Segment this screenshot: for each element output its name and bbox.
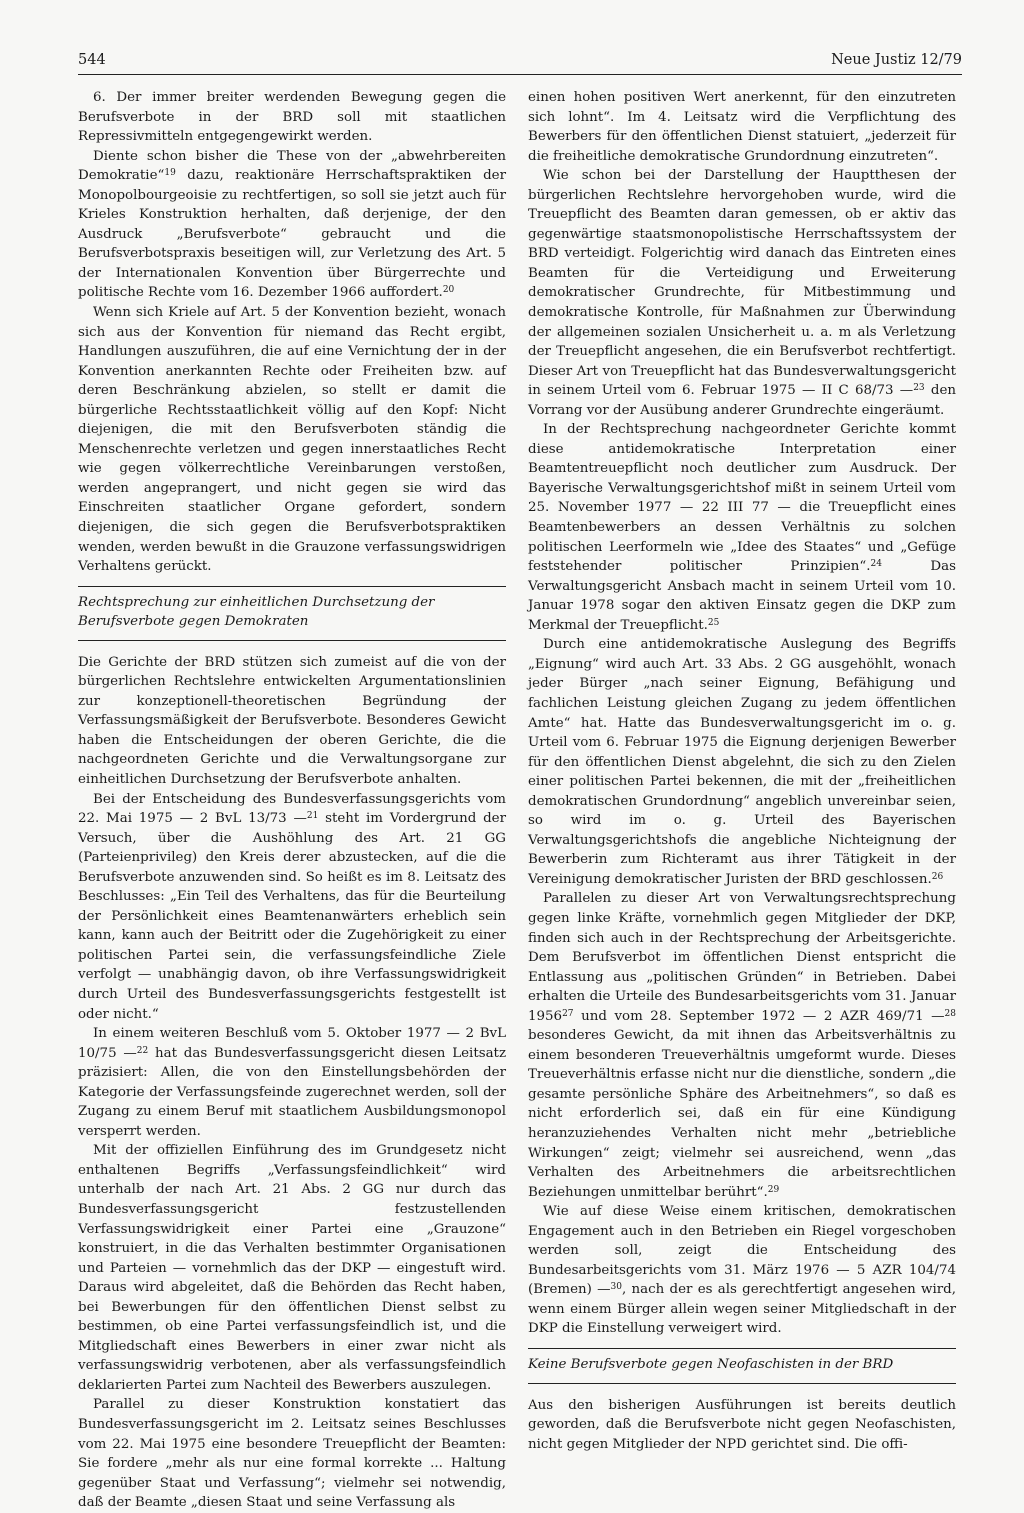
paragraph	[528, 420, 956, 635]
paragraph: Die Gerichte der BRD stützen sich zumeist auf die von der bürgerlichen Rechtslehre entwickelten Argumentationslinien zur konzeptionell-theoretischen Begründung der Verfassungsmäßigkeit der Berufsverbote. Besonderes Gewicht haben die Entscheidungen der oberen Gerichte, die die nachgeordneten Gerichte und die Verwaltungsorgane zur einheitlichen Durchsetzung der Berufsverbote anhalten.	[78, 654, 506, 787]
footnote-ref: 27	[562, 1008, 574, 1019]
footnote-ref: 30	[610, 1282, 622, 1293]
paragraph	[78, 147, 506, 303]
paragraph-text: In der Rechtsprechung nachgeordneter Gerichte kommt diese antidemokratische Interpretation einer Beamtentreuepflicht noch deutlicher zum Ausdruck. Der Bayerische Verwaltungsgerichtshof mißt in seinem Urteil vom 25. November 1977 — 22 III 77 — die Treuepflicht eines Beamtenbewerbers an dessen Verhältnis zu solchen politischen Leerformeln wie „Idee des Staates“ und „Gefüge feststehender politischer Prinzipien“.	[528, 422, 956, 575]
paragraph-text: Diente schon bisher die These von der „abwehrbereiten Demokratie“	[78, 148, 506, 184]
footnote-ref: 23	[913, 383, 925, 394]
right-column	[528, 88, 956, 1454]
paragraph	[528, 1202, 956, 1339]
footnote-ref: 26	[931, 871, 944, 882]
paragraph: Parallel zu dieser Konstruktion konstatiert das Bundesverfassungsgericht im 2. Leitsatz seines Beschlusses vom 22. Mai 1975 eine besondere Treuepflicht der Beamten: Sie fordere „mehr als nur eine formal korrekte ... Haltung gegenüber Staat und Verfassung“; vielmehr sei notwendig, daß der Beamte „diesen Staat und seine Verfassung als	[78, 1397, 506, 1511]
section-heading: Rechtsprechung zur einheitlichen Durchsetzung der Berufsverbote gegen Demokraten	[78, 594, 435, 630]
footnote-ref: 29	[767, 1184, 780, 1195]
footnote-ref: 22	[136, 1045, 149, 1056]
paragraph-text: den Vorrang vor der Ausübung anderer Grundrechte eingeräumt.	[528, 383, 956, 418]
paragraph: 6. Der immer breiter werdenden Bewegung gegen die Berufsverbote in der BRD soll mit staatlichen Repressivmitteln entgegengewirkt werden.	[78, 90, 506, 145]
paragraph: Aus den bisherigen Ausführungen ist bereits deutlich geworden, daß die Berufsverbote nicht gegen Neofaschisten, nicht gegen Mitglieder der NPD gerichtet sind. Die offi-	[528, 1397, 956, 1452]
paragraph-text: In einem weiteren Beschluß vom 5. Oktober 1977 — 2 BvL 10/75 —	[78, 1026, 506, 1061]
paragraph-text: Durch eine antidemokratische Auslegung des Begriffs „Eignung“ wird auch Art. 33 Abs. 2 GG ausgehöhlt, wonach jeder Bürger „nach seiner Eignung, Befähigung und fachlichen Leistung gleichen Zugang zu jedem öffentlichen Amte“ hat. Hatte das Bundesverwaltungsgericht im o. g. Urteil vom 6. Februar 1975 die Eignung derjenigen Bewerber für den öffentlichen Dienst abgelehnt, die sich zu den Zielen einer politischen Partei bekennen, die mit der „freiheitlichen demokratischen Grundordnung“ angeblich unvereinbar seien, so wird im o. g. Urteil des Bayerischen Verwaltungsgerichtshofs die angebliche Nichteignung der Bewerberin zum Richteramt aus ihrer Tätigkeit in der Vereinigung demokratischer Juristen der BRD geschlossen.	[528, 637, 956, 887]
footnote-ref: 21	[306, 811, 319, 822]
paragraph-text: Das Verwaltungsgericht Ansbach macht in seinem Urteil vom 10. Januar 1978 sogar den aktiven Einsatz gegen die DKP zum Merkmal der Treuepflicht.	[528, 559, 956, 633]
paragraph: Wenn sich Kriele auf Art. 5 der Konvention bezieht, wonach sich aus der Konvention für niemand das Recht ergibt, Handlungen auszuführen, die auf eine Vernichtung der in der Konvention anerkannten Rechte oder Freiheiten bzw. auf deren Beschränkung abzielen, so stellt er damit die bürgerliche Rechtsstaatlichkeit völlig auf den Kopf: Nicht diejenigen, die mit den Berufsverboten ständig die Menschenrechte verletzen und gegen innerstaatliches Recht wie gegen völkerrechtliche Vereinbarungen verstoßen, werden angeprangert, und nicht gegen sie wird das Einschreiten staatlicher Organe gefordert, sondern diejenigen, die sich gegen die Berufsverbotspraktiken wenden, werden bewußt in die Grauzone verfassungswidrigen Verhaltens gerückt.	[78, 305, 506, 575]
footnote-ref: 28	[944, 1008, 956, 1019]
page-header	[78, 52, 962, 75]
paragraph	[528, 889, 956, 1202]
section-heading-box	[528, 1348, 956, 1384]
paragraph-text: Parallelen zu dieser Art von Verwaltungsrechtsprechung gegen linke Kräfte, vornehmlich gegen Mitglieder der DKP, finden sich auch in der Rechtsprechung der Arbeitsgerichte. Dem Berufsverbot im öffentlichen Dienst entspricht die Entlassung aus „politischen Gründen“ in Betrieben. Dabei erhalten die Urteile des Bundesarbeitsgerichts vom 31. Januar 1956	[528, 891, 956, 1024]
paragraph: Mit der offiziellen Einführung des im Grundgesetz nicht enthaltenen Begriffs „Verfassungsfeindlichkeit“ wird unterhalb der nach Art. 21 Abs. 2 GG nur durch das Bundesverfassungsgericht festzustellenden Verfassungswidrigkeit einer Partei eine „Grauzone“ konstruiert, in die das Verhalten bestimmter Organisationen und Parteien — vornehmlich das der DKP — eingestuft wird. Daraus wird abgeleitet, daß die Behörden das Recht haben, bei Bewerbungen für den öffentlichen Dienst selbst zu bestimmen, ob eine Partei verfassungsfeindlich ist, und die Mitgliedschaft eines Bewerbers in einer zwar nicht als verfassungswidrig verbotenen, aber als verfassungsfeindlich deklarierten Partei zum Nachteil des Bewerbers auszulegen.	[78, 1143, 506, 1393]
paragraph-text: und vom 28. September 1972 — 2 AZR 469/71 —	[573, 1008, 945, 1024]
paragraph	[78, 1024, 506, 1141]
page-number: 544	[78, 52, 106, 68]
paragraph-text: Wie auf diese Weise einem kritischen, demokratischen Engagement auch in den Betrieben ein Riegel vorgeschoben werden soll, zeigt die Entscheidung des Bundesarbeitsgerichts vom 31. März 1976 — 5 AZR 104/74 (Bremen) —	[528, 1204, 956, 1298]
paragraph	[528, 635, 956, 889]
paragraph	[78, 790, 506, 1025]
section-heading-box	[78, 586, 506, 641]
left-column	[78, 88, 506, 1513]
paragraph-text: dazu, reaktionäre Herrschaftspraktiken der Monopolbourgeoisie zu rechtfertigen, so soll sie jetzt auch für Krieles Konstruktion herhalten, daß derjenige, der den Ausdruck „Berufsverbote“ gebraucht und die Berufsverbotspraxis beseitigen will, zur Verletzung des Art. 5 der Internationalen Konvention über Bürgerrechte und politische Rechte vom 16. Dezember 1966 auffordert.	[78, 168, 506, 301]
paragraph	[528, 166, 956, 420]
paragraph-text: hat das Bundesverfassungsgericht diesen Leitsatz präzisiert: Allen, die von den Einstellungsbehörden der Kategorie der Verfassungsfeinde zugerechnet werden, soll der Zugang zu einem Beruf mit staatlichem Ausbildungsmonopol versperrt werden.	[78, 1045, 506, 1139]
paragraph-text: , nach der es als gerechtfertigt angesehen wird, wenn einem Bürger allein wegen seiner Mitgliedschaft in der DKP die Einstellung verweigert wird.	[528, 1282, 956, 1337]
paragraph: einen hohen positiven Wert anerkennt, für den einzutreten sich lohnt“. Im 4. Leitsatz wird die Verpflichtung des Bewerbers für den öffentlichen Dienst statuiert, „jederzeit für die freiheitliche demokratische Grundordnung einzutreten“.	[528, 90, 956, 164]
footnote-ref: 25	[707, 617, 720, 628]
footnote-ref: 19	[164, 168, 176, 179]
section-heading: Keine Berufsverbote gegen Neofaschisten in der BRD	[528, 1357, 894, 1372]
paragraph-text: Wie schon bei der Darstellung der Hauptthesen der bürgerlichen Rechtslehre hervorgehoben wurde, wird die Treuepflicht des Beamten daran gemessen, ob er aktiv das gegenwärtige staatsmonopolistische Herrschaftssystem der BRD verteidigt. Folgerichtig wird danach das Eintreten eines Beamten für die Verteidigung und Erweiterung demokratischer Grundrechte, für Mitbestimmung und demokratische Kontrolle, für Maßnahmen zur Überwindung der allgemeinen sozialen Unsicherheit u. a. m als Verletzung der Treuepflicht angesehen, die ein Berufsverbot rechtfertigt. Dieser Art von Treuepflicht hat das Bundesverwaltungsgericht in seinem Urteil vom 6. Februar 1975 — II C 68/73 —	[528, 168, 956, 399]
footnote-ref: 24	[870, 559, 882, 570]
journal-issue: Neue Justiz 12/79	[831, 52, 962, 68]
paragraph-text: steht im Vordergrund der Versuch, über die Aushöhlung des Art. 21 GG (Parteienprivileg) den Kreis derer abzustecken, auf die die Berufsverbote anzuwenden sind. So heißt es im 8. Leitsatz des Beschlusses: „Ein Teil des Verhaltens, das für die Beurteilung der Persönlichkeit eines Beamtenanwärters erheblich sein kann, kann auch der Beitritt oder die Zugehörigkeit zu einer politischen Partei sein, die verfassungsfeindliche Ziele verfolgt — unabhängig davon, ob ihre Verfassungswidrigkeit durch Urteil des Bundesverfassungsgerichts festgestellt ist oder nicht.“	[78, 811, 506, 1022]
paragraph-text: Bei der Entscheidung des Bundesverfassungsgerichts vom 22. Mai 1975 — 2 BvL 13/73 —	[78, 791, 506, 827]
footnote-ref: 20	[442, 285, 455, 296]
paragraph-text: besonderes Gewicht, da mit ihnen das Arbeitsverhältnis zu einem besonderen Treueverhältnis umgeformt wurde. Dieses Treueverhältnis erfasse nicht nur die dienstliche, sondern „die gesamte persönliche Sphäre des Arbeitnehmers“, so daß es nicht erforderlich sei, daß ein für eine Kündigung heranzuziehendes Verhalten nicht mehr „betriebliche Wirkungen“ zeigt; vielmehr sei ausreichend, wenn „das Verhalten des Arbeitnehmers die arbeitsrechtlichen Beziehungen unmittelbar berührt“.	[528, 1028, 956, 1200]
